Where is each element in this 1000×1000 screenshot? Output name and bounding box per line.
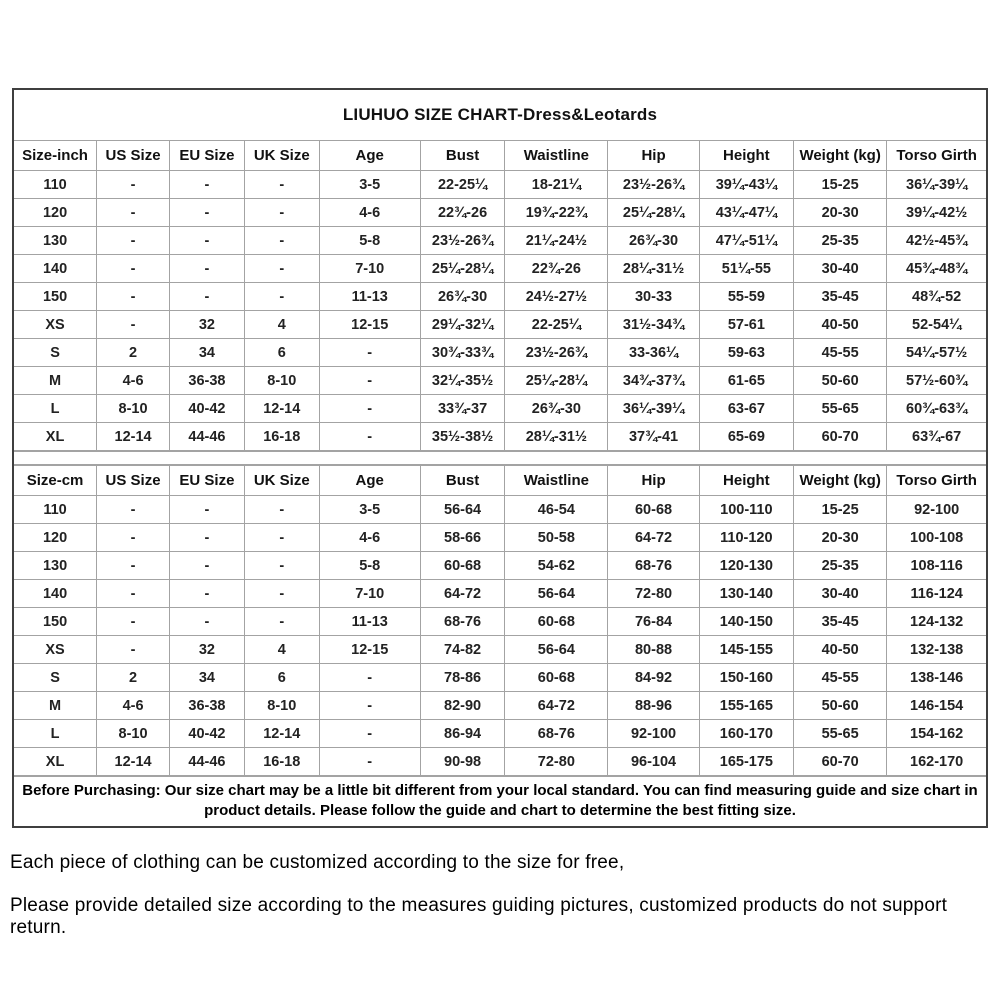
table-row xyxy=(14,748,986,776)
table-cell: 8-10 xyxy=(97,720,170,748)
table-cell: 150 xyxy=(14,608,97,636)
table-cell: 12-14 xyxy=(97,423,170,451)
table-cell: 25¼-28¼ xyxy=(608,199,699,227)
footnotes xyxy=(10,852,995,960)
table-cell: 90-98 xyxy=(420,748,505,776)
table-cell: 45-55 xyxy=(794,339,887,367)
table-cell: 86-94 xyxy=(420,720,505,748)
table-cell: 35-45 xyxy=(794,283,887,311)
table-row xyxy=(14,395,986,423)
table-cell: - xyxy=(244,171,319,199)
column-header: Hip xyxy=(608,141,699,171)
table-cell: 3-5 xyxy=(319,496,420,524)
table-cell: 31½-34¾ xyxy=(608,311,699,339)
column-header: Bust xyxy=(420,141,505,171)
table-row xyxy=(14,171,986,199)
table-cell: 22¾-26 xyxy=(505,255,608,283)
table-row xyxy=(14,720,986,748)
table-cell: 28¼-31½ xyxy=(505,423,608,451)
table-cell: 68-76 xyxy=(505,720,608,748)
table-cell: 108-116 xyxy=(887,552,986,580)
table-cell: XL xyxy=(14,748,97,776)
table-cell: 11-13 xyxy=(319,608,420,636)
table-cell: M xyxy=(14,692,97,720)
table-cell: 2 xyxy=(97,664,170,692)
table-cell: 63-67 xyxy=(699,395,793,423)
table-cell: 26¾-30 xyxy=(608,227,699,255)
table-cell: 64-72 xyxy=(608,524,699,552)
table-cell: 155-165 xyxy=(699,692,793,720)
table-cell: 5-8 xyxy=(319,227,420,255)
table-cell: 24½-27½ xyxy=(505,283,608,311)
table-cell: 140-150 xyxy=(699,608,793,636)
table-cell: 72-80 xyxy=(608,580,699,608)
column-header: Size-cm xyxy=(14,466,97,496)
table-cell: 68-76 xyxy=(420,608,505,636)
table-cell: 30-33 xyxy=(608,283,699,311)
table-cell: 3-5 xyxy=(319,171,420,199)
table-cell: 44-46 xyxy=(170,423,245,451)
table-cell: 46-54 xyxy=(505,496,608,524)
table-cell: - xyxy=(170,524,245,552)
table-cell: 36-38 xyxy=(170,692,245,720)
column-header: UK Size xyxy=(244,141,319,171)
table-cell: 12-14 xyxy=(97,748,170,776)
table-cell: 56-64 xyxy=(420,496,505,524)
table-row xyxy=(14,423,986,451)
table-row xyxy=(14,367,986,395)
table-cell: XS xyxy=(14,636,97,664)
table-cell: 12-14 xyxy=(244,720,319,748)
table-cell: 146-154 xyxy=(887,692,986,720)
table-cell: 21¼-24½ xyxy=(505,227,608,255)
table-cell: 26¾-30 xyxy=(420,283,505,311)
table-cell: 78-86 xyxy=(420,664,505,692)
table-cell: 6 xyxy=(244,664,319,692)
table-cell: 15-25 xyxy=(794,496,887,524)
table-cell: 8-10 xyxy=(97,395,170,423)
table-cell: 110-120 xyxy=(699,524,793,552)
table-cell: 162-170 xyxy=(887,748,986,776)
table-cell: XS xyxy=(14,311,97,339)
column-header: EU Size xyxy=(170,466,245,496)
table-cell: 60-70 xyxy=(794,748,887,776)
table-cell: 12-14 xyxy=(244,395,319,423)
table-cell: 7-10 xyxy=(319,255,420,283)
column-header: Bust xyxy=(420,466,505,496)
table-cell: - xyxy=(319,720,420,748)
table-cell: 60-68 xyxy=(420,552,505,580)
table-cell: 120-130 xyxy=(699,552,793,580)
table-cell: - xyxy=(170,496,245,524)
table-cell: - xyxy=(319,367,420,395)
table-cell: - xyxy=(170,171,245,199)
table-cell: - xyxy=(170,227,245,255)
size-inch-table xyxy=(14,140,986,451)
table-cell: 48¾-52 xyxy=(887,283,986,311)
table-cell: 8-10 xyxy=(244,367,319,395)
table-cell: 80-88 xyxy=(608,636,699,664)
table-cell: 56-64 xyxy=(505,636,608,664)
table-cell: 34 xyxy=(170,664,245,692)
table-cell: 40-50 xyxy=(794,311,887,339)
table-cell: 88-96 xyxy=(608,692,699,720)
table-cell: 110 xyxy=(14,496,97,524)
footnote-customization: Each piece of clothing can be customized according to the size for free, xyxy=(10,852,625,873)
table-cell: 16-18 xyxy=(244,423,319,451)
table-cell: 84-92 xyxy=(608,664,699,692)
table-cell: 20-30 xyxy=(794,199,887,227)
table-cell: 96-104 xyxy=(608,748,699,776)
table-cell: 25¼-28¼ xyxy=(505,367,608,395)
column-header: Age xyxy=(319,141,420,171)
table-cell: 65-69 xyxy=(699,423,793,451)
table-cell: - xyxy=(97,496,170,524)
table-cell: 92-100 xyxy=(887,496,986,524)
table-cell: - xyxy=(244,199,319,227)
table-cell: - xyxy=(319,339,420,367)
column-header: Hip xyxy=(608,466,699,496)
column-header: Waistline xyxy=(505,141,608,171)
table-cell: 23½-26¾ xyxy=(608,171,699,199)
table-cell: 18-21¼ xyxy=(505,171,608,199)
table-row xyxy=(14,496,986,524)
table-cell: M xyxy=(14,367,97,395)
table-row xyxy=(14,580,986,608)
table-cell: - xyxy=(97,580,170,608)
table-cell: 60-68 xyxy=(505,608,608,636)
table-cell: 138-146 xyxy=(887,664,986,692)
table-cell: 20-30 xyxy=(794,524,887,552)
table-cell: 63¾-67 xyxy=(887,423,986,451)
table-cell: 32 xyxy=(170,311,245,339)
table-cell: - xyxy=(97,608,170,636)
table-cell: - xyxy=(244,608,319,636)
column-header: Torso Girth xyxy=(887,141,986,171)
table-cell: 120 xyxy=(14,524,97,552)
table-row xyxy=(14,199,986,227)
table-cell: - xyxy=(97,227,170,255)
table-cell: - xyxy=(319,692,420,720)
table-cell: 42½-45¾ xyxy=(887,227,986,255)
column-header: Age xyxy=(319,466,420,496)
table-row xyxy=(14,255,986,283)
table-cell: L xyxy=(14,720,97,748)
header-row xyxy=(14,466,986,496)
table-row xyxy=(14,524,986,552)
table-cell: - xyxy=(97,199,170,227)
table-cell: 25-35 xyxy=(794,552,887,580)
table-cell: 4 xyxy=(244,311,319,339)
table-cell: 51¼-55 xyxy=(699,255,793,283)
table-cell: 140 xyxy=(14,580,97,608)
table-cell: 6 xyxy=(244,339,319,367)
table-cell: 82-90 xyxy=(420,692,505,720)
table-cell: - xyxy=(319,423,420,451)
table-cell: 59-63 xyxy=(699,339,793,367)
table-cell: 100-108 xyxy=(887,524,986,552)
table-cell: 4-6 xyxy=(319,199,420,227)
table-cell: - xyxy=(244,552,319,580)
table-cell: 34 xyxy=(170,339,245,367)
table-cell: 64-72 xyxy=(505,692,608,720)
table-cell: 12-15 xyxy=(319,636,420,664)
table-cell: 8-10 xyxy=(244,692,319,720)
column-header: Torso Girth xyxy=(887,466,986,496)
table-cell: 58-66 xyxy=(420,524,505,552)
table-cell: - xyxy=(170,255,245,283)
column-header: Waistline xyxy=(505,466,608,496)
table-cell: - xyxy=(170,199,245,227)
table-cell: 4-6 xyxy=(319,524,420,552)
table-cell: 165-175 xyxy=(699,748,793,776)
table-cell: 116-124 xyxy=(887,580,986,608)
table-cell: 160-170 xyxy=(699,720,793,748)
table-cell: 130 xyxy=(14,552,97,580)
table-cell: 32¼-35½ xyxy=(420,367,505,395)
table-cell: 32 xyxy=(170,636,245,664)
table-cell: 34¾-37¾ xyxy=(608,367,699,395)
table-cell: 44-46 xyxy=(170,748,245,776)
table-cell: 19¾-22¾ xyxy=(505,199,608,227)
table-row xyxy=(14,664,986,692)
table-cell: 37¾-41 xyxy=(608,423,699,451)
table-cell: 12-15 xyxy=(319,311,420,339)
table-cell: 57-61 xyxy=(699,311,793,339)
table-row xyxy=(14,552,986,580)
table-cell: - xyxy=(319,664,420,692)
table-row xyxy=(14,311,986,339)
table-cell: 45-55 xyxy=(794,664,887,692)
column-header: Weight (kg) xyxy=(794,141,887,171)
table-cell: 2 xyxy=(97,339,170,367)
table-cell: 35-45 xyxy=(794,608,887,636)
table-cell: 60-68 xyxy=(608,496,699,524)
table-cell: - xyxy=(97,255,170,283)
size-chart-panel xyxy=(12,88,988,828)
table-cell: - xyxy=(170,608,245,636)
column-header: Height xyxy=(699,141,793,171)
table-cell: - xyxy=(244,580,319,608)
table-cell: 33-36¼ xyxy=(608,339,699,367)
table-cell: 25¼-28¼ xyxy=(420,255,505,283)
table-cell: 5-8 xyxy=(319,552,420,580)
table-cell: XL xyxy=(14,423,97,451)
table-cell: - xyxy=(244,496,319,524)
table-cell: - xyxy=(97,524,170,552)
table-cell: 39¼-42½ xyxy=(887,199,986,227)
table-cell: 15-25 xyxy=(794,171,887,199)
table-cell: 26¾-30 xyxy=(505,395,608,423)
table-row xyxy=(14,227,986,255)
table-cell: 124-132 xyxy=(887,608,986,636)
purchase-note: Before Purchasing: Our size chart may be a little bit different from your local standard. You can find measuring guide and size chart in product details. Please follow the guide and chart to determine the best fitting size. xyxy=(14,776,986,826)
table-cell: 40-50 xyxy=(794,636,887,664)
table-cell: 36¼-39¼ xyxy=(887,171,986,199)
table-cell: - xyxy=(97,171,170,199)
table-cell: 47¼-51¼ xyxy=(699,227,793,255)
table-cell: - xyxy=(244,227,319,255)
table-cell: 60¾-63¾ xyxy=(887,395,986,423)
table-cell: 35½-38½ xyxy=(420,423,505,451)
table-row xyxy=(14,283,986,311)
table-cell: 50-58 xyxy=(505,524,608,552)
table-cell: 40-42 xyxy=(170,720,245,748)
table-cell: 61-65 xyxy=(699,367,793,395)
column-header: Weight (kg) xyxy=(794,466,887,496)
table-cell: 16-18 xyxy=(244,748,319,776)
table-cell: 72-80 xyxy=(505,748,608,776)
column-header: Height xyxy=(699,466,793,496)
table-cell: 74-82 xyxy=(420,636,505,664)
table-cell: 30-40 xyxy=(794,255,887,283)
header-row xyxy=(14,141,986,171)
table-cell: - xyxy=(170,580,245,608)
table-cell: 76-84 xyxy=(608,608,699,636)
table-cell: 7-10 xyxy=(319,580,420,608)
table-cell: 64-72 xyxy=(420,580,505,608)
table-cell: 22-25¼ xyxy=(505,311,608,339)
table-cell: 92-100 xyxy=(608,720,699,748)
table-cell: 30¾-33¾ xyxy=(420,339,505,367)
table-cell: 145-155 xyxy=(699,636,793,664)
table-cell: 36-38 xyxy=(170,367,245,395)
table-cell: - xyxy=(244,255,319,283)
table-cell: 68-76 xyxy=(608,552,699,580)
table-cell: 43¼-47¼ xyxy=(699,199,793,227)
table-cell: 50-60 xyxy=(794,692,887,720)
table-cell: 23½-26¾ xyxy=(505,339,608,367)
column-header: US Size xyxy=(97,466,170,496)
table-cell: S xyxy=(14,664,97,692)
table-spacer xyxy=(14,451,986,465)
table-cell: 130-140 xyxy=(699,580,793,608)
table-cell: 4 xyxy=(244,636,319,664)
table-cell: 55-59 xyxy=(699,283,793,311)
table-cell: 54¼-57½ xyxy=(887,339,986,367)
table-cell: 54-62 xyxy=(505,552,608,580)
table-cell: 39¼-43¼ xyxy=(699,171,793,199)
table-cell: 57½-60¾ xyxy=(887,367,986,395)
table-cell: - xyxy=(97,552,170,580)
table-cell: 23½-26¾ xyxy=(420,227,505,255)
table-cell: 45¾-48¾ xyxy=(887,255,986,283)
table-cell: - xyxy=(170,283,245,311)
table-cell: 55-65 xyxy=(794,720,887,748)
table-cell: 132-138 xyxy=(887,636,986,664)
table-cell: 30-40 xyxy=(794,580,887,608)
table-cell: 11-13 xyxy=(319,283,420,311)
table-cell: 40-42 xyxy=(170,395,245,423)
table-cell: - xyxy=(97,283,170,311)
column-header: Size-inch xyxy=(14,141,97,171)
column-header: EU Size xyxy=(170,141,245,171)
table-cell: 60-70 xyxy=(794,423,887,451)
table-cell: 50-60 xyxy=(794,367,887,395)
table-cell: - xyxy=(97,311,170,339)
table-cell: 33¾-37 xyxy=(420,395,505,423)
table-cell: S xyxy=(14,339,97,367)
table-cell: - xyxy=(170,552,245,580)
table-cell: 29¼-32¼ xyxy=(420,311,505,339)
table-row xyxy=(14,692,986,720)
table-cell: 4-6 xyxy=(97,692,170,720)
table-cell: 55-65 xyxy=(794,395,887,423)
table-cell: 110 xyxy=(14,171,97,199)
size-chart-title: LIUHUO SIZE CHART-Dress&Leotards xyxy=(342,105,658,124)
table-cell: L xyxy=(14,395,97,423)
table-row xyxy=(14,608,986,636)
table-cell: 130 xyxy=(14,227,97,255)
table-cell: - xyxy=(319,395,420,423)
table-cell: 140 xyxy=(14,255,97,283)
table-cell: - xyxy=(244,283,319,311)
table-cell: 22-25¼ xyxy=(420,171,505,199)
table-cell: 4-6 xyxy=(97,367,170,395)
table-row xyxy=(14,636,986,664)
table-cell: 150 xyxy=(14,283,97,311)
table-cell: 36¼-39¼ xyxy=(608,395,699,423)
table-cell: - xyxy=(244,524,319,552)
table-row xyxy=(14,339,986,367)
footnote-return-policy: Please provide detailed size according to the measures guiding pictures, customized products do not support return. xyxy=(10,895,948,938)
table-cell: 25-35 xyxy=(794,227,887,255)
table-cell: 28¼-31½ xyxy=(608,255,699,283)
table-cell: 154-162 xyxy=(887,720,986,748)
table-cell: 52-54¼ xyxy=(887,311,986,339)
column-header: US Size xyxy=(97,141,170,171)
table-cell: 100-110 xyxy=(699,496,793,524)
size-cm-table xyxy=(14,465,986,776)
table-cell: 56-64 xyxy=(505,580,608,608)
table-cell: 22¾-26 xyxy=(420,199,505,227)
table-cell: - xyxy=(97,636,170,664)
table-cell: 60-68 xyxy=(505,664,608,692)
column-header: UK Size xyxy=(244,466,319,496)
table-cell: - xyxy=(319,748,420,776)
table-cell: 120 xyxy=(14,199,97,227)
table-cell: 150-160 xyxy=(699,664,793,692)
